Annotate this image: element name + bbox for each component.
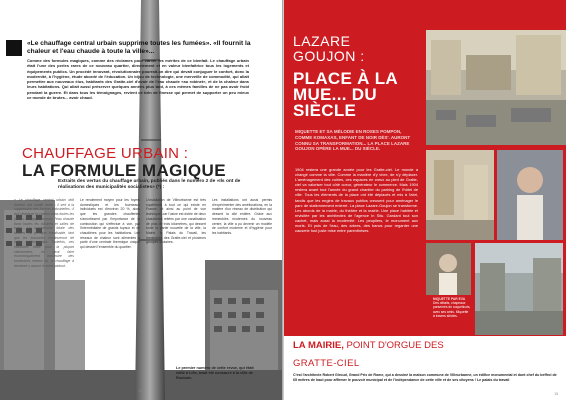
article-title-line1: CHAUFFAGE URBAIN : <box>22 145 189 162</box>
article-body: 1904 restera une grande année pour les Gratte-ciel. Le monde a changé comme la ville. Comme la manière d'y vivre, de s'y déplacer. L'aménagement des voiries, ces espaces en creux au pied de Gratte-ciel va valoriser tout côté coeur, générateur le commerce. Mais 1904 restera avant tout l'année du grand chantier du parking de l'hôtel de ville. Tous les éléments de la place ont été déplacés et mis à l'abri, tandis que les engins de travaux publics creusent pour aménager le parc de stationnement enterré. La place Lazare-Goujon se transforme. Les abords de la mairie, du théâtre et la mairie. Une place habitée et revisitée par les architectes de l'agence In Situ. Gardant tout son cachet, mais aussi la modernité. Les peupliers, le monument aux morts. Et puis de l'eau, des arbres, des bancs pour regarder une causerie tout juste mise entre parenthèses. <box>295 167 418 234</box>
mairie-title <box>293 340 444 351</box>
body-column-3: L'installation de Villeurbanne est très supérieure à tout ce qui existe en France, et ainsi au point de vue technique, car l'usine est dotée de deux chaudières reliées par une canalisation de plus de trois kilomètres, qui dessert toute la partie nouvelle de la ville, la Mairie, le Palais du Travail, les immeubles des Gratte-ciel et plusieurs groupes scolaires. <box>146 198 206 245</box>
mairie-section <box>283 336 566 400</box>
right-page <box>283 0 566 400</box>
section-title-line1: LAZARE <box>293 33 351 49</box>
plaza-photo <box>475 243 563 335</box>
section-title <box>293 34 365 64</box>
article-lead: MIQUETTE ET SA MÉLODIE EN ROSES POMPON, COMME KOMAXAS, ENFANT DE NOIR DÈS'. AURONT CONNU SA TRANSFORMATION... LA PLACE LAZARE GOUJON OPÈRE LA MUE... DU SIÈCLE. <box>295 129 411 152</box>
article-title-line2: LA FORMULE MAGIQUE <box>22 161 226 180</box>
section-title-line2: GOUJON : <box>293 48 365 64</box>
mairie-title-bold: LA MAIRIE, <box>293 340 344 351</box>
woman-portrait-photo <box>497 150 563 240</box>
place-lazare-goujon-photo <box>426 30 566 145</box>
article-headline: PLACE À LA MUE... DU SIÈCLE <box>293 69 398 120</box>
miquette-caption-text: Des détails, chapeaux parsemés de coquelicots, avec ses amis. Miquette à travers siècles. <box>433 301 471 318</box>
intro-text: Comme des formules magiques, comme des réclames pour vanter les mérites de ce bienfait. Le chauffage urbain était l'une des perles rares de ce nouveau quartier, directement et en valeur bienfaitrice tous les logements et équipements publics. Un procédé innovant, révolutionnaire pourrait-on dire qui devait conjuguer le confort, donc la modernité, à l'hygiène, étude abordé de l'éducation. Un bijou de technologie, une merveille de commodité, qui allait permettre aux nouveaux élus, habitants des Gratte-ciel d'avoir de l'eau chaude «au robinet», et de la chaleur dans leurs habitations. Qui allait aussi préserver quelques années plus tard, à ces mêmes familles de ne pas avoir froid pendant la guerre. Et dans tous les témoignages, revient ce brin de finesse qui permet de supporter un peu mieux ce monde de brutes... avoir chaud. <box>27 58 249 101</box>
body-column-2: Le rendement moyen pour les foyers domestiques et les fourneaux individuels est d'environ 20 %, alors que les grandes chaufferies s'amortissent par l'importance de la combustion qui s'effectue à vue, par l'intermédiaire de grands tuyaux et de chaudières pour les habitations. Les réseaux de chaleur sont alimentés à partir d'une centrale thermique unique qui dessert l'ensemble du quartier. <box>80 198 140 250</box>
page-number-right: 15 <box>554 392 558 396</box>
article-subhead: Extraits des vertus du chauffage urbain, publiés dans le numéro 2 de «Ils ont de réalisations des municipalités socialistes» (*) : <box>58 179 241 190</box>
page-number-left: 14 <box>138 389 142 393</box>
mairie-title-line2: GRATTE-CIEL <box>293 358 360 369</box>
photo-caption: Le premier numéro de cette revue, qui était édité à Lille, avait été consacré à la ville de Roubaix. <box>176 366 254 380</box>
miquette-caption-title: MIQUETTE PAR EVA <box>433 297 466 301</box>
quote-mark-icon <box>6 40 22 56</box>
street-photo <box>426 150 494 240</box>
mairie-title-rest: POINT D'ORGUE DES <box>346 340 444 351</box>
miquette-photo <box>426 243 471 295</box>
page-gutter <box>282 0 284 400</box>
body-column-1: « Le chauffage central urbain doit devenir une réalité réelle : il sert à la suppression des fumées industrielles ; il doit distribuer la chaleur dans toutes les pièces des appartements, l'eau chaude dans toutes les cuisines et salles de bains. La suppression totale des fumées est presque irréalisable, tant que les industries continueront de brûler à leur guise. Toutefois, ces industries étant pour la plupart clairsemées, on peut faire économiquement construire des immeubles entiers où, le chauffage à demeure y assure le soleil partout. <box>14 198 74 268</box>
pull-quote: «Le chauffage central urbain supprime toutes les fumées». «Il fournit la chaleur et l'eau chaude à toute la ville»... <box>27 40 251 55</box>
miquette-caption <box>433 297 471 318</box>
mairie-text: C'est l'architecte Robert Giroud, Grand Prix de Rome, qui a dessiné la maison commune de Villeurbanne, un édifice monumental et dont chef du beffroi de 65 mètres de haut pour affirmer le pouvoir municipal et de l'indépendance de cette ville et de ses citoyens ! Le palais du travail <box>293 373 557 382</box>
body-column-4: Les installations ont aussi permis d'expérimenter des améliorations, en la matière d'un réseau de distribution qui dessert la cité entière. Grâce aux immeubles modernes du nouveau centre, la ville a pu devenir un modèle de confort moderne et d'hygiène pour les habitants. <box>212 198 272 235</box>
